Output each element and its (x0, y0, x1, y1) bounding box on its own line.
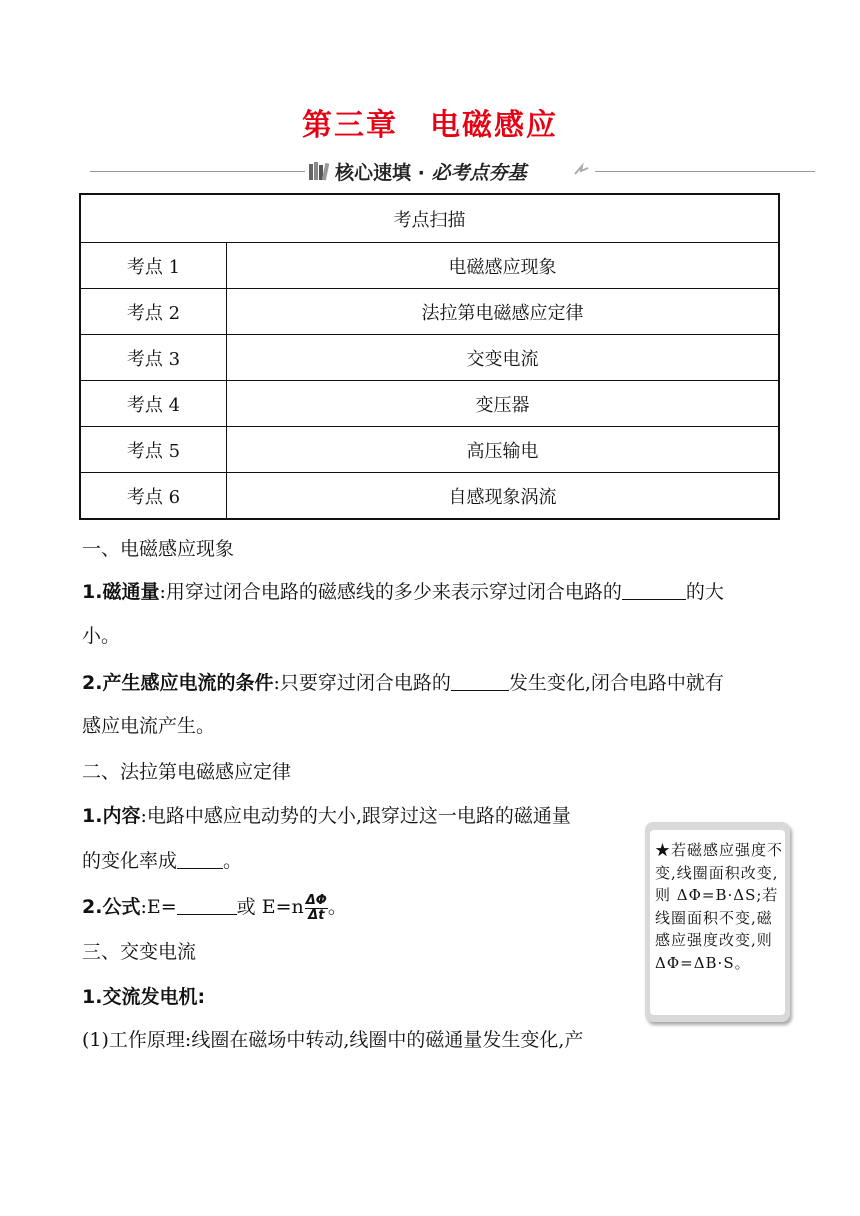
item-colon: : (197, 986, 206, 1008)
banner-label-part1: 核心速填 · (335, 162, 432, 184)
item-text-continued (82, 847, 242, 875)
point-label: 考点 3 (80, 335, 227, 381)
table-row (80, 427, 779, 473)
point-label: 考点 1 (80, 243, 227, 289)
banner-label (335, 158, 526, 185)
fill-blank[interactable] (451, 670, 509, 691)
table-header-row (80, 194, 779, 243)
item-title: 交流发电机 (102, 986, 198, 1008)
fill-blank[interactable] (622, 579, 686, 600)
item-number: 1. (82, 805, 103, 827)
section-banner (90, 156, 815, 186)
item-magnetic-flux (82, 578, 724, 606)
point-topic: 变压器 (227, 381, 780, 427)
item-text: :只要穿过闭合电路的 (273, 672, 451, 694)
item-text-continued: 小。 (82, 625, 121, 647)
item-induced-current-condition (82, 669, 724, 697)
table-row (80, 381, 779, 427)
item-text: 的大 (685, 581, 724, 603)
point-topic: 交变电流 (227, 335, 780, 381)
item-title: 产生感应电流的条件 (102, 672, 274, 694)
banner-rule-left (90, 171, 305, 172)
section-heading: 二、法拉第电磁感应定律 (82, 761, 292, 783)
point-label: 考点 4 (80, 381, 227, 427)
point-label: 考点 6 (80, 473, 227, 520)
item-formula (82, 893, 347, 923)
table-row (80, 243, 779, 289)
point-topic: 自感现象涡流 (227, 473, 780, 520)
paragraph-working-principle: (1)工作原理:线圈在磁场中转动,线圈中的磁通量发生变化,产 (82, 1029, 584, 1051)
spark-icon (573, 162, 591, 180)
table-header: 考点扫描 (80, 194, 779, 243)
side-note-text: ★若磁感应强度不变,线圈面积改变,则 ΔΦ=B·ΔS;若线圈面积不变,磁感应强度改变,则 ΔΦ=ΔB·S。 (655, 841, 784, 972)
item-text: 。 (223, 850, 243, 872)
fill-blank[interactable] (177, 894, 237, 915)
item-text: 或 E=n (236, 896, 304, 918)
fill-blank[interactable] (177, 848, 223, 869)
point-topic: 电磁感应现象 (227, 243, 780, 289)
item-title: 磁通量 (102, 581, 160, 603)
side-note-box (645, 822, 790, 1022)
item-number: 1. (82, 581, 103, 603)
flux-rate-fraction (305, 894, 328, 923)
item-content (82, 802, 571, 830)
item-number: 2. (82, 672, 103, 694)
chapter-title: 第三章 电磁感应 (302, 108, 558, 143)
section-heading: 三、交变电流 (82, 941, 197, 963)
item-number: 1. (82, 986, 103, 1008)
point-topic: 法拉第电磁感应定律 (227, 289, 780, 335)
item-text: 。 (327, 896, 347, 918)
item-text: :电路中感应电动势的大小,跟穿过这一电路的磁通量 (140, 805, 571, 827)
item-text-continued: 感应电流产生。 (82, 715, 216, 737)
banner-label-part2: 必考点夯基 (431, 162, 527, 184)
item-title: 公式 (102, 896, 141, 918)
item-text: :用穿过闭合电路的磁感线的多少来表示穿过闭合电路的 (159, 581, 622, 603)
table-row (80, 289, 779, 335)
item-title: 内容 (102, 805, 141, 827)
exam-points-table (79, 193, 780, 520)
table-row (80, 473, 779, 520)
banner-rule-right (595, 171, 815, 172)
point-topic: 高压输电 (227, 427, 780, 473)
fraction-denominator: Δt (308, 907, 325, 923)
section-heading: 一、电磁感应现象 (82, 538, 235, 560)
item-text: 的变化率成 (82, 850, 178, 872)
table-row (80, 335, 779, 381)
books-icon (308, 160, 330, 182)
fraction-numerator: ΔΦ (305, 892, 327, 908)
item-ac-generator (82, 983, 205, 1011)
point-label: 考点 2 (80, 289, 227, 335)
point-label: 考点 5 (80, 427, 227, 473)
item-text: :E= (140, 896, 177, 918)
item-text: 发生变化,闭合电路中就有 (508, 672, 724, 694)
item-number: 2. (82, 896, 103, 918)
